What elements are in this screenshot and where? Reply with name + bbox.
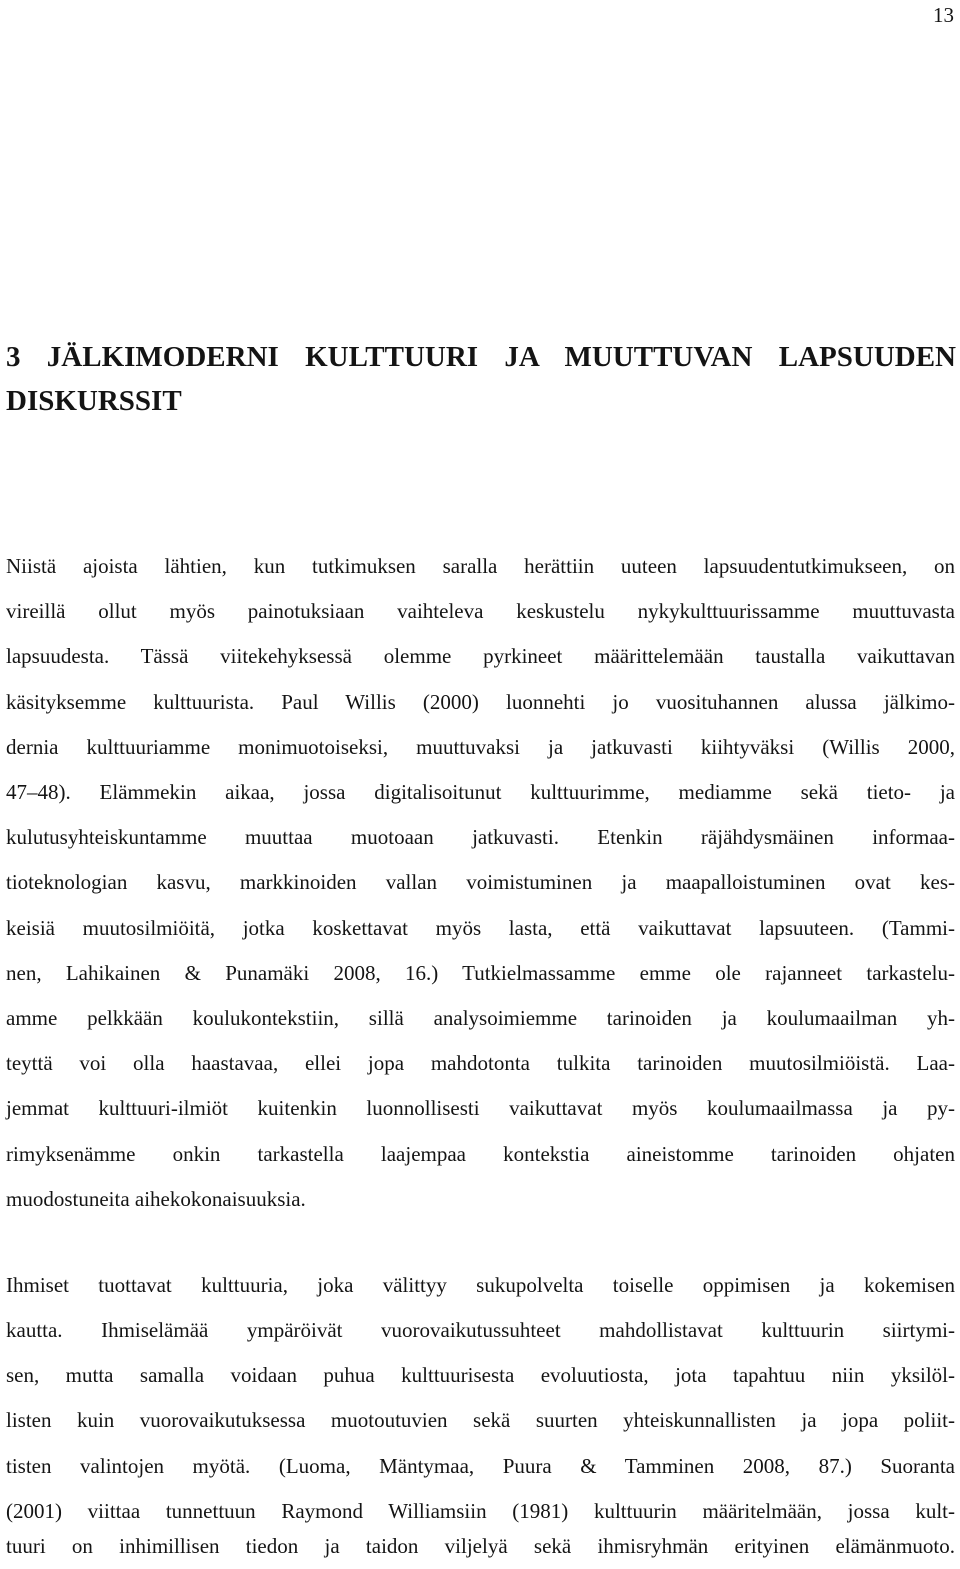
paragraph-line: tioteknologian kasvu, markkinoiden vallan voimistuminen ja maapalloistuminen ovat kes- <box>6 870 955 894</box>
paragraph-line: vireillä ollut myös painotuksiaan vaihteleva keskustelu nykykulttuurissamme muuttuvasta <box>6 599 955 623</box>
paragraph-line: (2001) viittaa tunnettuun Raymond Williamsiin (1981) kulttuurin määritelmään, jossa kult- <box>6 1499 955 1523</box>
page-number: 13 <box>933 3 954 27</box>
chapter-heading: 3 JÄLKIMODERNI KULTTUURI JA MUUTTUVAN LAPSUUDEN DISKURSSIT <box>6 341 956 417</box>
paragraph-line: lapsuudesta. Tässä viitekehyksessä olemme pyrkineet määrittelemään taustalla vaikuttavan <box>6 644 955 668</box>
paragraph-line: jemmat kulttuuri-ilmiöt kuitenkin luonnollisesti vaikuttavat myös koulumaailmassa ja py- <box>6 1096 955 1120</box>
paragraph-line: sen, mutta samalla voidaan puhua kulttuurisesta evoluutiosta, jota tapahtuu niin yksilöl- <box>6 1363 955 1387</box>
paragraph-line: keisiä muutosilmiöitä, jotka koskettavat myös lasta, että vaikuttavat lapsuuteen. (Tammi- <box>6 916 955 940</box>
paragraph-line: rimyksenämme onkin tarkastella laajempaa kontekstia aineistomme tarinoiden ohjaten <box>6 1142 955 1166</box>
paragraph-line: tuuri on inhimillisen tiedon ja taidon viljelyä sekä ihmisryhmän erityinen elämänmuoto. <box>6 1534 955 1558</box>
paragraph-line: kautta. Ihmiselämää ympäröivät vuorovaikutussuhteet mahdollistavat kulttuurin siirtymi- <box>6 1318 955 1342</box>
paragraph-line: 47–48). Elämmekin aikaa, jossa digitalisoitunut kulttuurimme, mediamme sekä tieto- ja <box>6 780 955 804</box>
paragraph-line: teyttä voi olla haastavaa, ellei jopa mahdotonta tulkita tarinoiden muutosilmiöistä. Laa- <box>6 1051 955 1075</box>
paragraph-line: käsityksemme kulttuurista. Paul Willis (2000) luonnehti jo vuosituhannen alussa jälkimo- <box>6 690 955 714</box>
paragraph-line: Niistä ajoista lähtien, kun tutkimuksen saralla herättiin uuteen lapsuudentutkimukseen, on <box>6 554 955 578</box>
paragraph-line: dernia kulttuuriamme monimuotoiseksi, muuttuvaksi ja jatkuvasti kiihtyväksi (Willis 2000, <box>6 735 955 759</box>
paragraph-line: nen, Lahikainen & Punamäki 2008, 16.) Tutkielmassamme emme ole rajanneet tarkastelu- <box>6 961 955 985</box>
paragraph-line: amme pelkkään koulukontekstiin, sillä analysoimiemme tarinoiden ja koulumaailman yh- <box>6 1006 955 1030</box>
paragraph-line: listen kuin vuorovaikutuksessa muotoutuvien sekä suurten yhteiskunnallisten ja jopa poliit- <box>6 1408 955 1432</box>
paragraph-line: kulutusyhteiskuntamme muuttaa muotoaan jatkuvasti. Etenkin räjähdysmäinen informaa- <box>6 825 955 849</box>
paragraph-line: Ihmiset tuottavat kulttuuria, joka välittyy sukupolvelta toiselle oppimisen ja kokemisen <box>6 1273 955 1297</box>
paragraph-line: tisten valintojen myötä. (Luoma, Mäntymaa, Puura & Tamminen 2008, 87.) Suoranta <box>6 1454 955 1478</box>
paragraph-line: muodostuneita aihekokonaisuuksia. <box>6 1187 306 1211</box>
